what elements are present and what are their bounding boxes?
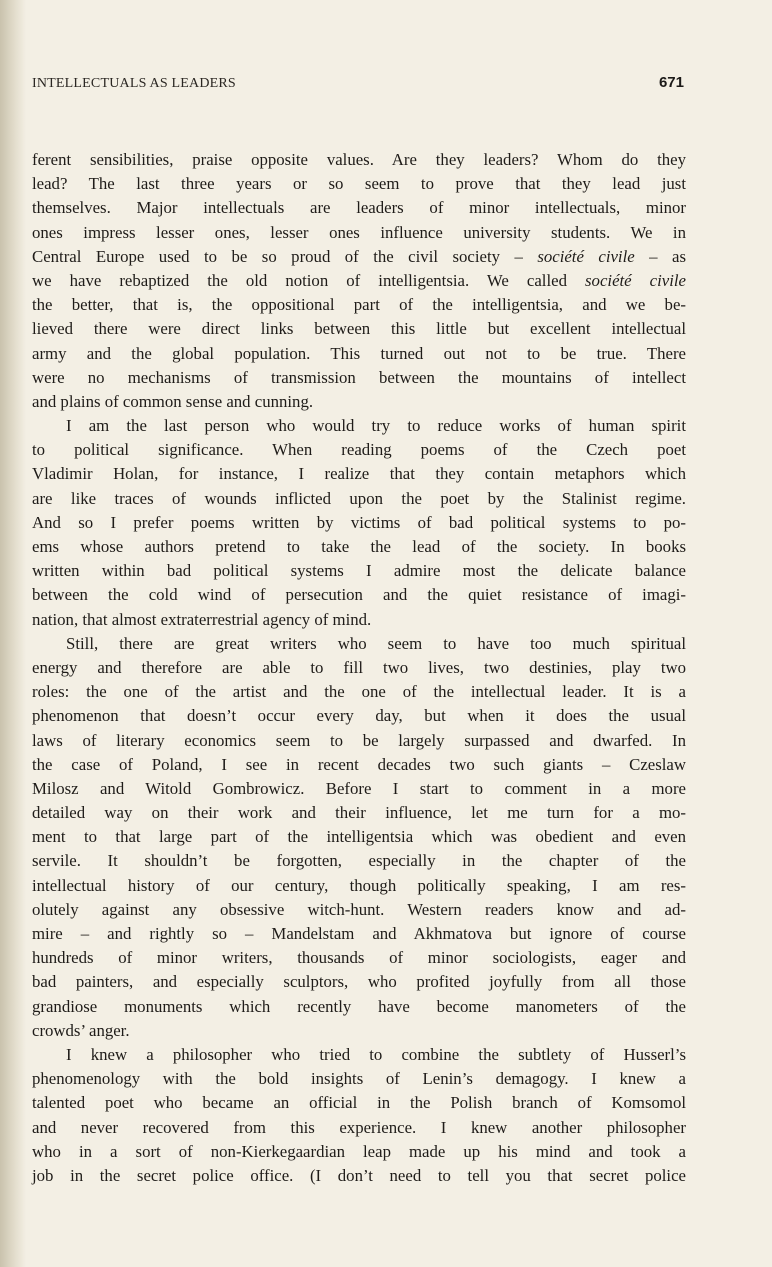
line-text: ferent sensibilities, praise opposite values. Are they leaders? Whom do they — [32, 150, 686, 169]
text-line — [32, 535, 686, 559]
line-text: nation, that almost extraterrestrial agency of mind. — [32, 609, 372, 629]
binding-gutter-shadow — [0, 0, 26, 1267]
text-line — [32, 1019, 686, 1043]
text-line — [32, 753, 686, 777]
line-text: phenomenon that doesn’t occur every day, but when it does the usual — [32, 706, 686, 726]
line-text: Central Europe used to be so proud of the civil society – — [32, 246, 538, 266]
text-line — [32, 656, 686, 680]
line-text: laws of literary economics seem to be largely surpassed and dwarfed. In — [32, 730, 686, 750]
text-line — [32, 390, 686, 414]
text-line — [32, 269, 686, 293]
line-text: olutely against any obsessive witch-hunt. Western readers know and ad- — [32, 899, 686, 919]
text-line — [32, 704, 686, 728]
text-line — [32, 922, 686, 946]
text-line — [32, 874, 686, 898]
text-line — [32, 1140, 686, 1164]
line-text: detailed way on their work and their influence, let me turn for a mo- — [32, 803, 686, 823]
line-text-after: – as — [634, 246, 687, 266]
line-text: lead? The last three years or so seem to prove that they lead just — [32, 174, 686, 194]
text-line — [32, 487, 686, 511]
text-line — [32, 849, 686, 873]
line-text: lieved there were direct links between this little but excellent intellectual — [32, 319, 686, 339]
line-text: we have rebaptized the old notion of intelligentsia. We called — [32, 270, 586, 290]
line-italic-text: société civile — [585, 270, 687, 290]
text-line — [32, 438, 686, 462]
line-text: mire – and rightly so – Mandelstam and Akhmatova but ignore of course — [32, 924, 686, 943]
line-text: hundreds of minor writers, thousands of minor sociologists, eager and — [32, 948, 686, 968]
text-line — [32, 414, 686, 438]
line-text: job in the secret police office. (I don’t need to tell you that secret police — [32, 1165, 686, 1185]
line-text: between the cold wind of persecution and the quiet resistance of imagi- — [32, 585, 686, 605]
text-line — [32, 729, 686, 753]
line-text: Still, there are great writers who seem to have too much spiritual — [66, 633, 686, 653]
text-line — [32, 1091, 686, 1115]
text-line — [32, 801, 686, 825]
line-text: and plains of common sense and cunning. — [32, 391, 314, 411]
line-text: Milosz and Witold Gombrowicz. Before I start to comment in a more — [32, 778, 686, 798]
text-line — [32, 366, 686, 390]
line-text: written within bad political systems I admire most the delicate balance — [32, 561, 686, 581]
line-text: intellectual history of our century, though politically speaking, I am res- — [32, 875, 686, 895]
text-line — [32, 608, 686, 632]
line-text: ems whose authors pretend to take the lead of the society. In books — [32, 537, 686, 556]
line-text: I am the last person who would try to reduce works of human spirit — [66, 416, 686, 436]
text-line — [32, 148, 686, 172]
text-line — [32, 583, 686, 607]
text-line — [32, 342, 686, 366]
text-line — [32, 946, 686, 970]
body-text — [32, 148, 686, 1188]
line-text: servile. It shouldn’t be forgotten, especially in the chapter of the — [32, 851, 686, 871]
line-italic-text: société civile — [537, 246, 635, 266]
line-text: And so I prefer poems written by victims of bad political systems to po- — [32, 512, 686, 532]
text-line — [32, 970, 686, 994]
line-text: crowds’ anger. — [32, 1020, 130, 1040]
text-line — [32, 632, 686, 656]
text-line — [32, 995, 686, 1019]
line-text: are like traces of wounds inflicted upon the poet by the Stalinist regime. — [32, 488, 686, 508]
text-line — [32, 245, 686, 269]
text-line — [32, 777, 686, 801]
text-line — [32, 317, 686, 341]
text-line — [32, 1116, 686, 1140]
text-line — [32, 462, 686, 486]
line-text: roles: the one of the artist and the one of the intellectual leader. It is a — [32, 682, 686, 702]
line-text: I knew a philosopher who tried to combine the subtlety of Husserl’s — [66, 1044, 686, 1064]
book-page — [32, 74, 696, 1185]
line-text: Vladimir Holan, for instance, I realize that they contain metaphors which — [32, 464, 686, 484]
line-text: the better, that is, the oppositional part of the intelligentsia, and we be- — [32, 295, 686, 315]
text-line — [32, 680, 686, 704]
line-text: to political significance. When reading poems of the Czech poet — [32, 440, 686, 460]
running-title: INTELLECTUALS AS LEADERS — [32, 76, 236, 91]
line-text: themselves. Major intellectuals are leaders of minor intellectuals, minor — [32, 198, 686, 218]
line-text: were no mechanisms of transmission between the mountains of intellect — [32, 367, 686, 387]
line-text: who in a sort of non-Kierkegaardian leap made up his mind and took a — [32, 1141, 686, 1161]
line-text: talented poet who became an official in the Polish branch of Komsomol — [32, 1093, 686, 1113]
text-line — [32, 1067, 686, 1091]
line-text: ment to that large part of the intelligentsia which was obedient and even — [32, 827, 686, 847]
text-line — [32, 559, 686, 583]
page-number: 671 — [658, 74, 684, 91]
text-line — [32, 1043, 686, 1067]
text-line — [32, 196, 686, 220]
line-text: army and the global population. This turned out not to be true. There — [32, 343, 686, 363]
text-line — [32, 221, 686, 245]
text-line — [32, 1164, 686, 1188]
line-text: and never recovered from this experience. I knew another philosopher — [32, 1117, 686, 1137]
line-text: phenomenology with the bold insights of Lenin’s demagogy. I knew a — [32, 1069, 686, 1089]
line-text: bad painters, and especially sculptors, who profited joyfully from all those — [32, 972, 686, 992]
line-text: grandiose monuments which recently have become manometers of the — [32, 996, 686, 1016]
text-line — [32, 172, 686, 196]
text-line — [32, 898, 686, 922]
line-text: ones impress lesser ones, lesser ones influence university students. We in — [32, 222, 686, 242]
line-text: the case of Poland, I see in recent decades two such giants – Czeslaw — [32, 754, 686, 774]
line-text: energy and therefore are able to fill two lives, two destinies, play two — [32, 657, 686, 677]
text-line — [32, 511, 686, 535]
text-line — [32, 825, 686, 849]
text-line — [32, 293, 686, 317]
running-head — [32, 74, 696, 98]
